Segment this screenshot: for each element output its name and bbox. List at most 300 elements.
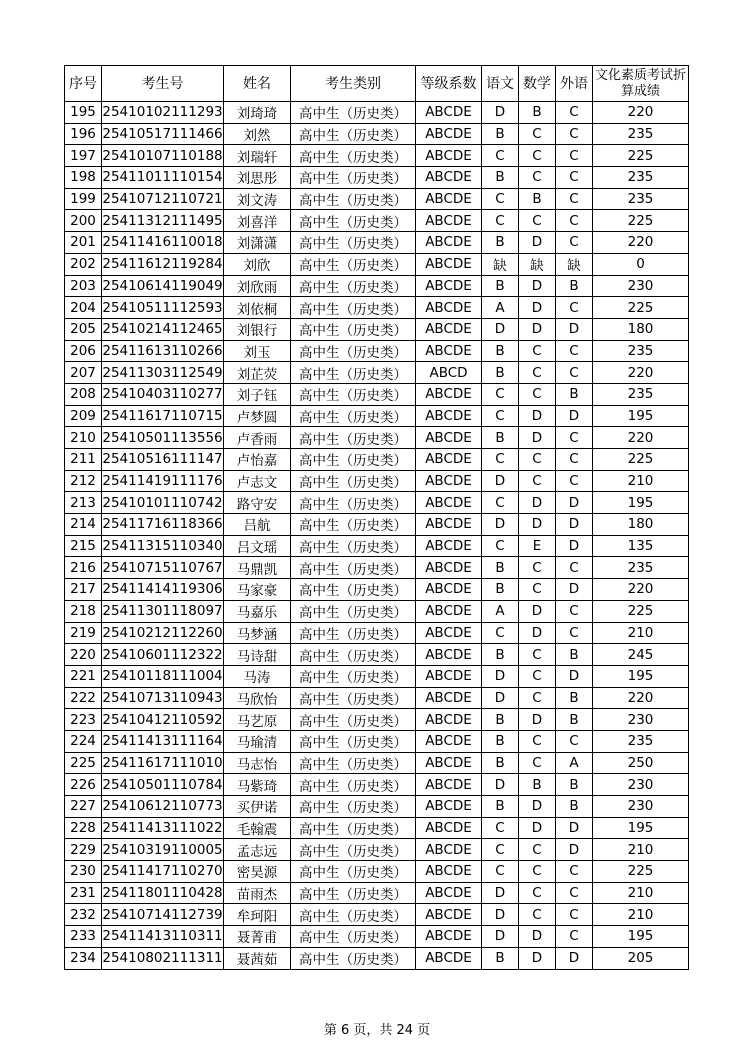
cell-name: 毛翰震 xyxy=(224,817,291,839)
cell-name: 马鼎凯 xyxy=(224,557,291,579)
cell-exam-no: 25411416110018 xyxy=(102,232,224,254)
table-row xyxy=(65,926,689,948)
cell-index: 200 xyxy=(65,210,102,232)
cell-category: 高中生（历史类） xyxy=(291,340,416,362)
table-body xyxy=(65,102,689,970)
cell-name: 刘银行 xyxy=(224,318,291,340)
cell-math: C xyxy=(519,145,556,167)
cell-score: 195 xyxy=(593,817,689,839)
cell-grade-coef: ABCDE xyxy=(416,926,482,948)
cell-category: 高中生（历史类） xyxy=(291,796,416,818)
table-row xyxy=(65,579,689,601)
cell-math: D xyxy=(519,817,556,839)
cell-grade-coef: ABCDE xyxy=(416,318,482,340)
cell-category: 高中生（历史类） xyxy=(291,449,416,471)
cell-score: 235 xyxy=(593,167,689,189)
cell-chinese: B xyxy=(482,123,519,145)
cell-index: 226 xyxy=(65,774,102,796)
cell-index: 217 xyxy=(65,579,102,601)
cell-score: 195 xyxy=(593,665,689,687)
cell-grade-coef: ABCDE xyxy=(416,687,482,709)
cell-chinese: D xyxy=(482,882,519,904)
table-row xyxy=(65,622,689,644)
cell-score: 210 xyxy=(593,622,689,644)
cell-exam-no: 25411617110715 xyxy=(102,405,224,427)
cell-exam-no: 25411312111495 xyxy=(102,210,224,232)
cell-foreign: C xyxy=(556,882,593,904)
cell-chinese: C xyxy=(482,839,519,861)
cell-chinese: C xyxy=(482,622,519,644)
cell-exam-no: 25411413111164 xyxy=(102,730,224,752)
cell-exam-no: 25411315110340 xyxy=(102,535,224,557)
cell-chinese: B xyxy=(482,362,519,384)
page-footer: 第 6 页，共 24 页 xyxy=(323,1023,431,1038)
table-row xyxy=(65,492,689,514)
score-table xyxy=(64,65,689,970)
cell-category: 高中生（历史类） xyxy=(291,904,416,926)
cell-chinese: B xyxy=(482,709,519,731)
table-row xyxy=(65,275,689,297)
cell-category: 高中生（历史类） xyxy=(291,275,416,297)
cell-index: 195 xyxy=(65,102,102,124)
header-grade-coef: 等级系数 xyxy=(416,66,482,102)
cell-math: D xyxy=(519,297,556,319)
cell-foreign: C xyxy=(556,861,593,883)
cell-name: 刘思彤 xyxy=(224,167,291,189)
cell-grade-coef: ABCDE xyxy=(416,145,482,167)
table-row xyxy=(65,188,689,210)
cell-math: C xyxy=(519,383,556,405)
table-row xyxy=(65,383,689,405)
cell-chinese: D xyxy=(482,470,519,492)
cell-grade-coef: ABCDE xyxy=(416,796,482,818)
header-row xyxy=(65,66,689,102)
cell-foreign: C xyxy=(556,600,593,622)
cell-index: 206 xyxy=(65,340,102,362)
cell-math: D xyxy=(519,622,556,644)
cell-exam-no: 25411417110270 xyxy=(102,861,224,883)
cell-grade-coef: ABCDE xyxy=(416,665,482,687)
cell-chinese: C xyxy=(482,492,519,514)
cell-name: 卢怡嘉 xyxy=(224,449,291,471)
cell-score: 230 xyxy=(593,275,689,297)
cell-name: 牟珂阳 xyxy=(224,904,291,926)
cell-exam-no: 25410118111004 xyxy=(102,665,224,687)
cell-score: 225 xyxy=(593,861,689,883)
cell-math: C xyxy=(519,579,556,601)
cell-chinese: D xyxy=(482,687,519,709)
cell-foreign: C xyxy=(556,427,593,449)
table-row xyxy=(65,774,689,796)
cell-name: 卢梦圆 xyxy=(224,405,291,427)
cell-grade-coef: ABCDE xyxy=(416,123,482,145)
cell-name: 刘子钰 xyxy=(224,383,291,405)
cell-foreign: C xyxy=(556,232,593,254)
cell-chinese: C xyxy=(482,861,519,883)
cell-name: 马瑜清 xyxy=(224,730,291,752)
cell-index: 204 xyxy=(65,297,102,319)
cell-index: 234 xyxy=(65,947,102,969)
cell-score: 235 xyxy=(593,730,689,752)
cell-exam-no: 25410713110943 xyxy=(102,687,224,709)
cell-category: 高中生（历史类） xyxy=(291,687,416,709)
cell-name: 刘潇潇 xyxy=(224,232,291,254)
cell-grade-coef: ABCDE xyxy=(416,709,482,731)
cell-exam-no: 25411612119284 xyxy=(102,253,224,275)
cell-category: 高中生（历史类） xyxy=(291,665,416,687)
cell-exam-no: 25410319110005 xyxy=(102,839,224,861)
cell-foreign: C xyxy=(556,362,593,384)
table-row xyxy=(65,362,689,384)
cell-foreign: C xyxy=(556,449,593,471)
cell-category: 高中生（历史类） xyxy=(291,644,416,666)
cell-name: 刘琦琦 xyxy=(224,102,291,124)
cell-exam-no: 25410412110592 xyxy=(102,709,224,731)
cell-score: 235 xyxy=(593,383,689,405)
cell-math: D xyxy=(519,947,556,969)
cell-category: 高中生（历史类） xyxy=(291,926,416,948)
cell-math: 缺 xyxy=(519,253,556,275)
cell-math: C xyxy=(519,557,556,579)
cell-math: D xyxy=(519,318,556,340)
cell-grade-coef: ABCDE xyxy=(416,557,482,579)
cell-math: C xyxy=(519,210,556,232)
cell-exam-no: 25410712110721 xyxy=(102,188,224,210)
cell-math: D xyxy=(519,600,556,622)
cell-exam-no: 25410403110277 xyxy=(102,383,224,405)
cell-name: 刘依桐 xyxy=(224,297,291,319)
cell-index: 212 xyxy=(65,470,102,492)
cell-foreign: B xyxy=(556,796,593,818)
cell-grade-coef: ABCDE xyxy=(416,904,482,926)
cell-category: 高中生（历史类） xyxy=(291,297,416,319)
cell-category: 高中生（历史类） xyxy=(291,752,416,774)
cell-grade-coef: ABCDE xyxy=(416,275,482,297)
cell-index: 219 xyxy=(65,622,102,644)
cell-name: 马家豪 xyxy=(224,579,291,601)
cell-score: 225 xyxy=(593,600,689,622)
table-row xyxy=(65,752,689,774)
cell-grade-coef: ABCDE xyxy=(416,752,482,774)
cell-chinese: B xyxy=(482,644,519,666)
cell-foreign: D xyxy=(556,405,593,427)
cell-chinese: B xyxy=(482,232,519,254)
cell-score: 195 xyxy=(593,405,689,427)
cell-index: 210 xyxy=(65,427,102,449)
cell-name: 马嘉乐 xyxy=(224,600,291,622)
table-row xyxy=(65,796,689,818)
cell-math: D xyxy=(519,427,556,449)
cell-grade-coef: ABCDE xyxy=(416,579,482,601)
table-row xyxy=(65,405,689,427)
cell-math: E xyxy=(519,535,556,557)
cell-index: 232 xyxy=(65,904,102,926)
cell-grade-coef: ABCDE xyxy=(416,774,482,796)
cell-exam-no: 25410107110188 xyxy=(102,145,224,167)
cell-index: 225 xyxy=(65,752,102,774)
cell-exam-no: 25411011110154 xyxy=(102,167,224,189)
cell-exam-no: 25410214112465 xyxy=(102,318,224,340)
cell-index: 205 xyxy=(65,318,102,340)
cell-name: 孟志远 xyxy=(224,839,291,861)
cell-category: 高中生（历史类） xyxy=(291,600,416,622)
cell-foreign: C xyxy=(556,297,593,319)
cell-grade-coef: ABCDE xyxy=(416,232,482,254)
cell-math: C xyxy=(519,665,556,687)
cell-index: 233 xyxy=(65,926,102,948)
cell-score: 210 xyxy=(593,839,689,861)
table-row xyxy=(65,861,689,883)
cell-math: C xyxy=(519,644,556,666)
cell-score: 0 xyxy=(593,253,689,275)
cell-name: 刘欣 xyxy=(224,253,291,275)
cell-category: 高中生（历史类） xyxy=(291,579,416,601)
cell-score: 220 xyxy=(593,362,689,384)
cell-index: 228 xyxy=(65,817,102,839)
cell-foreign: C xyxy=(556,730,593,752)
table-row xyxy=(65,882,689,904)
header-name: 姓名 xyxy=(224,66,291,102)
cell-grade-coef: ABCDE xyxy=(416,253,482,275)
cell-chinese: D xyxy=(482,665,519,687)
cell-grade-coef: ABCDE xyxy=(416,730,482,752)
cell-chinese: D xyxy=(482,102,519,124)
cell-exam-no: 25410715110767 xyxy=(102,557,224,579)
cell-math: C xyxy=(519,123,556,145)
cell-index: 197 xyxy=(65,145,102,167)
cell-score: 135 xyxy=(593,535,689,557)
cell-foreign: C xyxy=(556,102,593,124)
cell-category: 高中生（历史类） xyxy=(291,557,416,579)
cell-score: 225 xyxy=(593,145,689,167)
cell-category: 高中生（历史类） xyxy=(291,405,416,427)
cell-index: 216 xyxy=(65,557,102,579)
cell-grade-coef: ABCDE xyxy=(416,383,482,405)
table-row xyxy=(65,145,689,167)
cell-name: 刘文涛 xyxy=(224,188,291,210)
cell-index: 231 xyxy=(65,882,102,904)
table-row xyxy=(65,253,689,275)
table-row xyxy=(65,167,689,189)
cell-foreign: D xyxy=(556,665,593,687)
cell-chinese: C xyxy=(482,188,519,210)
cell-score: 210 xyxy=(593,470,689,492)
cell-exam-no: 25410612110773 xyxy=(102,796,224,818)
cell-grade-coef: ABCDE xyxy=(416,427,482,449)
cell-math: C xyxy=(519,752,556,774)
cell-category: 高中生（历史类） xyxy=(291,774,416,796)
header-chinese: 语文 xyxy=(482,66,519,102)
cell-score: 180 xyxy=(593,318,689,340)
cell-exam-no: 25410516111147 xyxy=(102,449,224,471)
cell-foreign: C xyxy=(556,557,593,579)
cell-foreign: B xyxy=(556,383,593,405)
cell-index: 215 xyxy=(65,535,102,557)
cell-score: 195 xyxy=(593,926,689,948)
cell-exam-no: 25411716118366 xyxy=(102,514,224,536)
cell-score: 235 xyxy=(593,123,689,145)
cell-math: D xyxy=(519,709,556,731)
cell-name: 马涛 xyxy=(224,665,291,687)
cell-math: D xyxy=(519,514,556,536)
cell-foreign: C xyxy=(556,904,593,926)
cell-foreign: B xyxy=(556,709,593,731)
cell-score: 230 xyxy=(593,796,689,818)
cell-foreign: C xyxy=(556,340,593,362)
cell-exam-no: 25410501110784 xyxy=(102,774,224,796)
cell-score: 220 xyxy=(593,102,689,124)
table-row xyxy=(65,730,689,752)
cell-exam-no: 25411303112549 xyxy=(102,362,224,384)
cell-index: 224 xyxy=(65,730,102,752)
cell-chinese: B xyxy=(482,427,519,449)
cell-math: B xyxy=(519,102,556,124)
table-row xyxy=(65,600,689,622)
cell-exam-no: 25410517111466 xyxy=(102,123,224,145)
cell-index: 223 xyxy=(65,709,102,731)
cell-index: 220 xyxy=(65,644,102,666)
cell-chinese: C xyxy=(482,405,519,427)
cell-score: 235 xyxy=(593,340,689,362)
header-math: 数学 xyxy=(519,66,556,102)
cell-foreign: 缺 xyxy=(556,253,593,275)
cell-grade-coef: ABCDE xyxy=(416,492,482,514)
cell-foreign: A xyxy=(556,752,593,774)
cell-index: 208 xyxy=(65,383,102,405)
cell-foreign: C xyxy=(556,145,593,167)
cell-exam-no: 25410601112322 xyxy=(102,644,224,666)
cell-chinese: B xyxy=(482,275,519,297)
cell-name: 吕文瑶 xyxy=(224,535,291,557)
cell-name: 马梦涵 xyxy=(224,622,291,644)
table-row xyxy=(65,340,689,362)
cell-chinese: B xyxy=(482,167,519,189)
cell-math: C xyxy=(519,362,556,384)
cell-name: 刘瑞轩 xyxy=(224,145,291,167)
cell-score: 235 xyxy=(593,188,689,210)
cell-math: D xyxy=(519,275,556,297)
cell-math: C xyxy=(519,449,556,471)
cell-grade-coef: ABCDE xyxy=(416,210,482,232)
cell-exam-no: 25410101110742 xyxy=(102,492,224,514)
cell-category: 高中生（历史类） xyxy=(291,882,416,904)
cell-chinese: D xyxy=(482,318,519,340)
cell-score: 225 xyxy=(593,449,689,471)
cell-grade-coef: ABCDE xyxy=(416,882,482,904)
cell-index: 202 xyxy=(65,253,102,275)
cell-category: 高中生（历史类） xyxy=(291,839,416,861)
cell-category: 高中生（历史类） xyxy=(291,210,416,232)
cell-foreign: B xyxy=(556,687,593,709)
cell-foreign: D xyxy=(556,947,593,969)
cell-name: 卢志文 xyxy=(224,470,291,492)
header-index: 序号 xyxy=(65,66,102,102)
cell-grade-coef: ABCDE xyxy=(416,102,482,124)
table-row xyxy=(65,427,689,449)
cell-grade-coef: ABCDE xyxy=(416,947,482,969)
cell-score: 245 xyxy=(593,644,689,666)
table-row xyxy=(65,102,689,124)
cell-name: 刘然 xyxy=(224,123,291,145)
cell-category: 高中生（历史类） xyxy=(291,709,416,731)
cell-index: 227 xyxy=(65,796,102,818)
table-row xyxy=(65,297,689,319)
cell-name: 买伊诺 xyxy=(224,796,291,818)
table-row xyxy=(65,535,689,557)
cell-grade-coef: ABCDE xyxy=(416,405,482,427)
cell-index: 222 xyxy=(65,687,102,709)
table-row xyxy=(65,449,689,471)
table-row xyxy=(65,232,689,254)
cell-score: 225 xyxy=(593,210,689,232)
cell-chinese: C xyxy=(482,817,519,839)
cell-math: D xyxy=(519,232,556,254)
cell-grade-coef: ABCDE xyxy=(416,340,482,362)
cell-exam-no: 25410501113556 xyxy=(102,427,224,449)
table-row xyxy=(65,904,689,926)
cell-index: 207 xyxy=(65,362,102,384)
cell-category: 高中生（历史类） xyxy=(291,622,416,644)
cell-math: C xyxy=(519,839,556,861)
table-row xyxy=(65,665,689,687)
cell-category: 高中生（历史类） xyxy=(291,427,416,449)
cell-chinese: C xyxy=(482,145,519,167)
cell-exam-no: 25411413111022 xyxy=(102,817,224,839)
cell-math: C xyxy=(519,470,556,492)
cell-score: 195 xyxy=(593,492,689,514)
cell-name: 马志怡 xyxy=(224,752,291,774)
cell-math: D xyxy=(519,405,556,427)
cell-foreign: B xyxy=(556,275,593,297)
cell-grade-coef: ABCDE xyxy=(416,600,482,622)
cell-index: 211 xyxy=(65,449,102,471)
cell-category: 高中生（历史类） xyxy=(291,492,416,514)
cell-index: 198 xyxy=(65,167,102,189)
cell-math: D xyxy=(519,926,556,948)
cell-index: 218 xyxy=(65,600,102,622)
cell-chinese: B xyxy=(482,557,519,579)
cell-grade-coef: ABCDE xyxy=(416,644,482,666)
cell-score: 235 xyxy=(593,557,689,579)
cell-name: 马紫琦 xyxy=(224,774,291,796)
table-row xyxy=(65,709,689,731)
table-row xyxy=(65,514,689,536)
cell-exam-no: 25410802111311 xyxy=(102,947,224,969)
cell-score: 250 xyxy=(593,752,689,774)
cell-chinese: B xyxy=(482,947,519,969)
cell-foreign: B xyxy=(556,774,593,796)
cell-chinese: D xyxy=(482,926,519,948)
cell-name: 刘欣雨 xyxy=(224,275,291,297)
cell-name: 路守安 xyxy=(224,492,291,514)
cell-category: 高中生（历史类） xyxy=(291,102,416,124)
cell-math: C xyxy=(519,167,556,189)
cell-category: 高中生（历史类） xyxy=(291,730,416,752)
cell-category: 高中生（历史类） xyxy=(291,470,416,492)
header-score: 文化素质考试折算成绩 xyxy=(593,66,689,102)
cell-name: 卢香雨 xyxy=(224,427,291,449)
cell-exam-no: 25410212112260 xyxy=(102,622,224,644)
cell-category: 高中生（历史类） xyxy=(291,318,416,340)
cell-name: 马诗甜 xyxy=(224,644,291,666)
cell-grade-coef: ABCDE xyxy=(416,817,482,839)
cell-exam-no: 25411413110311 xyxy=(102,926,224,948)
table-row xyxy=(65,557,689,579)
cell-index: 203 xyxy=(65,275,102,297)
cell-exam-no: 25410511112593 xyxy=(102,297,224,319)
cell-grade-coef: ABCDE xyxy=(416,470,482,492)
cell-math: C xyxy=(519,687,556,709)
